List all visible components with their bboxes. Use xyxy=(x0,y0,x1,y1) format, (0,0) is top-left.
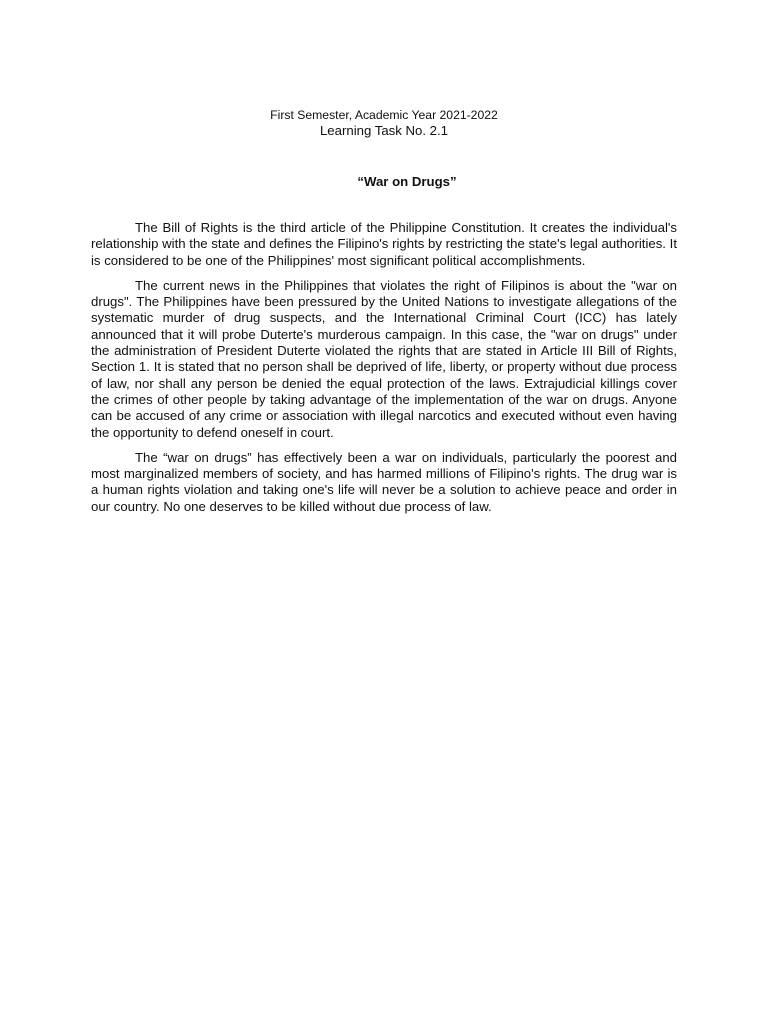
paragraph-current-news: The current news in the Philippines that violates the right of Filipinos is about the "war on drugs". The Philippines have been pressured by the United Nations to investigate allegations of the systematic murder of drug suspects, and the International Criminal Court (ICC) has lately announced that it will probe Duterte's murderous campaign. In this case, the "war on drugs" under the administration of President Duterte violated the rights that are stated in Article III Bill of Rights, Section 1. It is stated that no person shall be deprived of life, liberty, or property without due process of law, nor shall any person be denied the equal protection of the laws. Extrajudicial killings cover the crimes of other people by taking advantage of the implementation of the war on drugs. Anyone can be accused of any crime or association with illegal narcotics and executed without even having the opportunity to defend oneself in court. xyxy=(91,277,677,440)
task-heading: Learning Task No. 2.1 xyxy=(319,123,449,138)
paragraph-conclusion: The “war on drugs” has effectively been a war on individuals, particularly the poorest and most marginalized members of society, and has harmed millions of Filipino's rights. The drug war is a human rights violation and taking one's life will never be a solution to achieve peace and order in our country. No one deserves to be killed without due process of law. xyxy=(91,449,677,514)
semester-heading: First Semester, Academic Year 2021-2022 xyxy=(270,108,498,122)
paragraph-bill-of-rights: The Bill of Rights is the third article of the Philippine Constitution. It creates the individual's relationship with the state and defines the Filipino's rights by restricting the state's legal authorities. It is considered to be one of the Philippines' most significant political accomplishments. xyxy=(91,220,677,268)
document-title: “War on Drugs” xyxy=(357,174,457,189)
document-body xyxy=(91,220,677,524)
